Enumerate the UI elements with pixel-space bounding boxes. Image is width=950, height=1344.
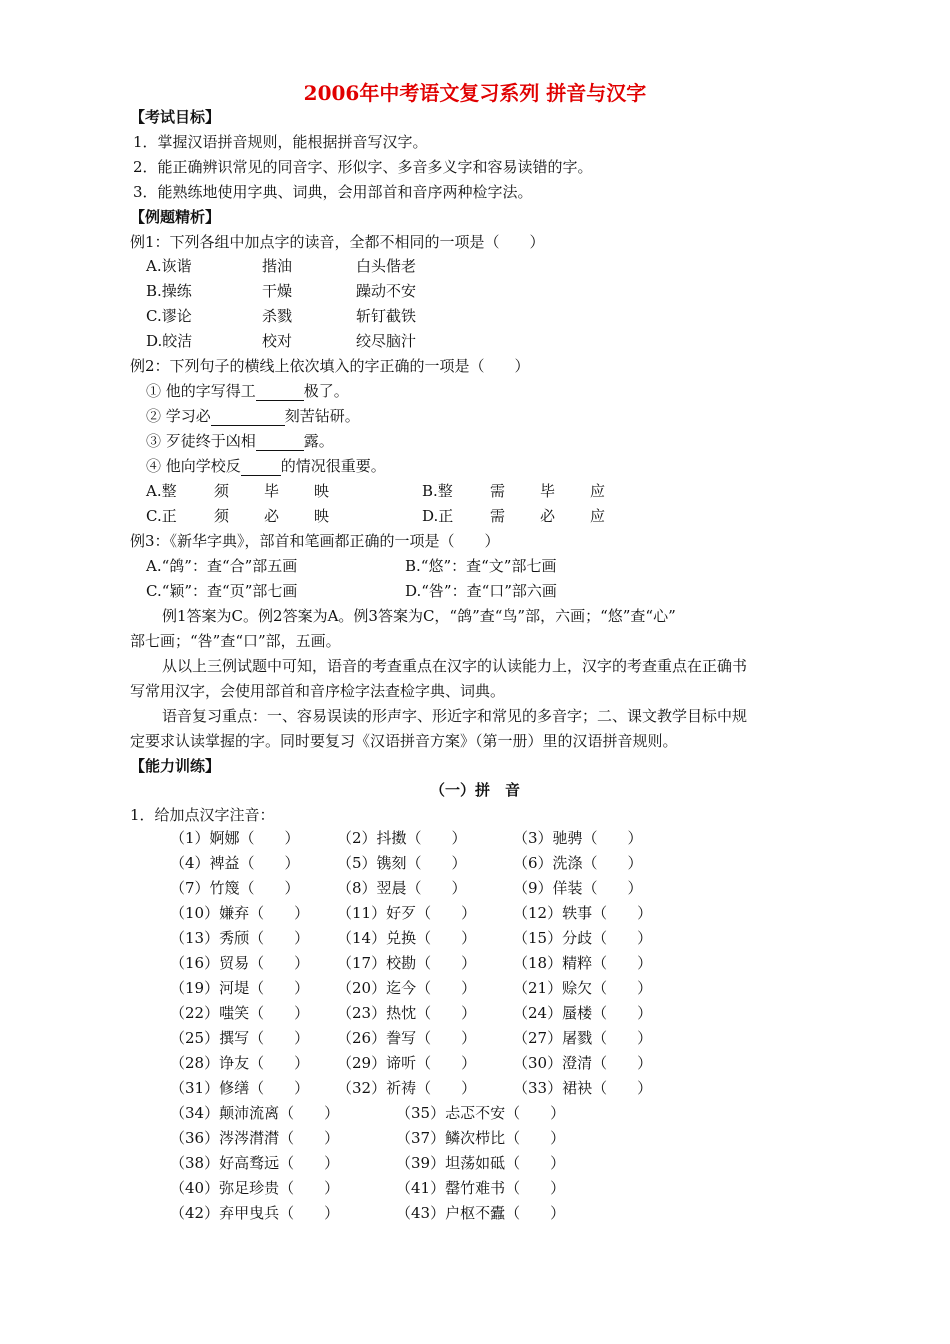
ex2-opt: 应 — [590, 507, 606, 525]
pinyin-item: （19）河堤（ ） — [170, 979, 310, 997]
ex2-opt: C.正 — [146, 507, 177, 525]
ex2-opt: 须 — [214, 482, 230, 500]
pinyin-item: （27）屠戮（ ） — [513, 1029, 653, 1047]
pinyin-item: （15）分歧（ ） — [513, 929, 653, 947]
ex1-word: 躁动不安 — [356, 282, 417, 300]
ex2-s4-after: 的情况很重要。 — [280, 457, 386, 475]
task-1-instruction: 1．给加点汉字注音： — [130, 806, 275, 824]
section-goal-heading: 【考试目标】 — [130, 108, 221, 126]
pinyin-item: （3）驰骋（ ） — [513, 829, 643, 847]
ex1-option: D.皎洁 — [146, 332, 193, 350]
subsection-pinyin-title: （一）拼 音 — [429, 781, 520, 799]
pinyin-item: （25）撰写（ ） — [170, 1029, 310, 1047]
pinyin-item: （24）蜃楼（ ） — [513, 1004, 653, 1022]
ex1-word: 揩油 — [262, 257, 293, 275]
doc-title: 2006年中考语文复习系列 拼音与汉字 — [303, 81, 647, 105]
pinyin-item: （16）贸易（ ） — [170, 954, 310, 972]
pinyin-idiom-item: （40）弥足珍贵（ ） — [170, 1179, 340, 1197]
pinyin-item: （17）校勘（ ） — [337, 954, 477, 972]
pinyin-idiom-item: （37）鳞次栉比（ ） — [396, 1129, 566, 1147]
ex2-sentence-4 — [146, 456, 386, 476]
ex1-option: C.谬论 — [146, 307, 192, 325]
section-example-heading: 【例题精析】 — [130, 208, 221, 226]
ex1-word: 校对 — [262, 332, 293, 350]
pinyin-item: （2）抖擞（ ） — [337, 829, 467, 847]
answer-paragraph-line-2: 部七画；“咎”查“口”部，五画。 — [130, 632, 341, 650]
ex3-option-a: A.“鸽”：查“合”部五画 — [146, 557, 298, 575]
fill-blank — [211, 409, 285, 426]
example-1-question: 例1：下列各组中加点字的读音，全都不相同的一项是（ ） — [130, 233, 545, 251]
pinyin-idiom-item: （43）户枢不蠹（ ） — [396, 1204, 566, 1222]
ex2-s1-after: 极了。 — [303, 382, 349, 400]
ex2-opt: 必 — [264, 507, 280, 525]
goal-1: 1．掌握汉语拼音规则，能根据拼音写汉字。 — [133, 133, 428, 151]
pinyin-idiom-item: （39）坦荡如砥（ ） — [396, 1154, 566, 1172]
ex1-option: B.操练 — [146, 282, 192, 300]
ex2-opt: 需 — [490, 482, 506, 500]
ex2-opt: 必 — [540, 507, 556, 525]
ex2-s2-after: 刻苦钻研。 — [284, 407, 360, 425]
pinyin-item: （18）精粹（ ） — [513, 954, 653, 972]
goal-3: 3．能熟练地使用字典、词典，会用部首和音序两种检字法。 — [133, 183, 533, 201]
pinyin-item: （30）澄清（ ） — [513, 1054, 653, 1072]
goal-2: 2．能正确辨识常见的同音字、形似字、多音多义字和容易读错的字。 — [133, 158, 593, 176]
pinyin-item: （20）迄今（ ） — [337, 979, 477, 997]
pinyin-item: （23）热忱（ ） — [337, 1004, 477, 1022]
example-3-question: 例3：《新华字典》，部首和笔画都正确的一项是（ ） — [130, 532, 500, 550]
pinyin-item: （4）裨益（ ） — [170, 854, 300, 872]
ex2-opt: 须 — [214, 507, 230, 525]
ex2-opt: D.正 — [422, 507, 454, 525]
pinyin-idiom-item: （41）罄竹难书（ ） — [396, 1179, 566, 1197]
pinyin-item: （12）轶事（ ） — [513, 904, 653, 922]
pinyin-item: （13）秀颀（ ） — [170, 929, 310, 947]
ex3-option-b: B.“悠”：查“文”部七画 — [405, 557, 557, 575]
pinyin-item: （29）谛听（ ） — [337, 1054, 477, 1072]
pinyin-item: （22）嗤笑（ ） — [170, 1004, 310, 1022]
ex2-sentence-1 — [146, 381, 349, 401]
pinyin-item: （11）好歹（ ） — [337, 904, 477, 922]
ex2-s1-before: ① 他的字写得工 — [146, 382, 256, 400]
ex1-word: 斩钉截铁 — [356, 307, 417, 325]
pinyin-item: （10）嫌弃（ ） — [170, 904, 310, 922]
fill-blank — [256, 434, 304, 451]
ex2-s3-before: ③ 歹徒终于凶相 — [146, 432, 256, 450]
pinyin-item: （21）赊欠（ ） — [513, 979, 653, 997]
analysis-paragraph-line-1: 从以上三例试题中可知，语音的考查重点在汉字的认读能力上，汉字的考查重点在正确书 — [162, 657, 748, 675]
analysis-paragraph-line-2: 写常用汉字，会使用部首和音序检字法查检字典、词典。 — [130, 682, 506, 700]
ex3-option-c: C.“颖”：查“页”部七画 — [146, 582, 298, 600]
pinyin-item: （31）修缮（ ） — [170, 1079, 310, 1097]
ex2-opt: 映 — [314, 482, 330, 500]
section-training-heading: 【能力训练】 — [130, 757, 221, 775]
pinyin-idiom-item: （35）忐忑不安（ ） — [396, 1104, 566, 1122]
ex2-opt: 映 — [314, 507, 330, 525]
pinyin-item: （28）诤友（ ） — [170, 1054, 310, 1072]
ex2-opt: 毕 — [540, 482, 556, 500]
answer-paragraph-line-1: 例1答案为C。例2答案为A。例3答案为C，“鸽”查“鸟”部，六画；“悠”查“心” — [162, 607, 676, 625]
pinyin-item: （14）兑换（ ） — [337, 929, 477, 947]
pinyin-item: （32）祈祷（ ） — [337, 1079, 477, 1097]
pinyin-item: （7）竹篾（ ） — [170, 879, 300, 897]
ex2-s2-before: ② 学习必 — [146, 407, 211, 425]
ex1-word: 绞尽脑汁 — [356, 332, 417, 350]
ex2-sentence-2 — [146, 406, 360, 426]
fill-blank — [241, 459, 281, 476]
ex3-option-d: D.“咎”：查“口”部六画 — [405, 582, 557, 600]
pinyin-item: （6）洗涤（ ） — [513, 854, 643, 872]
pinyin-item: （33）裙袂（ ） — [513, 1079, 653, 1097]
ex1-word: 干燥 — [262, 282, 293, 300]
pinyin-item: （9）佯装（ ） — [513, 879, 643, 897]
pinyin-idiom-item: （42）弃甲曳兵（ ） — [170, 1204, 340, 1222]
ex2-s4-before: ④ 他向学校反 — [146, 457, 241, 475]
pinyin-item: （8）翌晨（ ） — [337, 879, 467, 897]
focus-paragraph-line-1: 语音复习重点：一、容易误读的形声字、形近字和常见的多音字；二、课文教学目标中规 — [162, 707, 748, 725]
ex2-opt: A.整 — [146, 482, 177, 500]
focus-paragraph-line-2: 定要求认读掌握的字。同时要复习《汉语拼音方案》（第一册）里的汉语拼音规则。 — [130, 732, 678, 750]
pinyin-item: （1）婀娜（ ） — [170, 829, 300, 847]
ex2-opt: 毕 — [264, 482, 280, 500]
pinyin-item: （5）镌刻（ ） — [337, 854, 467, 872]
pinyin-item: （26）誊写（ ） — [337, 1029, 477, 1047]
ex2-opt: 需 — [490, 507, 506, 525]
ex2-s3-after: 露。 — [303, 432, 334, 450]
example-2-question: 例2：下列句子的横线上依次填入的字正确的一项是（ ） — [130, 357, 530, 375]
fill-blank — [256, 384, 304, 401]
ex2-opt: 应 — [590, 482, 606, 500]
ex2-opt: B.整 — [422, 482, 453, 500]
ex2-sentence-3 — [146, 431, 334, 451]
ex1-word: 白头偕老 — [356, 257, 417, 275]
pinyin-idiom-item: （38）好高骛远（ ） — [170, 1154, 340, 1172]
pinyin-idiom-item: （34）颠沛流离（ ） — [170, 1104, 340, 1122]
pinyin-idiom-item: （36）涔涔潸潸（ ） — [170, 1129, 340, 1147]
ex1-word: 杀戮 — [262, 307, 293, 325]
ex1-option: A.诙谐 — [146, 257, 192, 275]
